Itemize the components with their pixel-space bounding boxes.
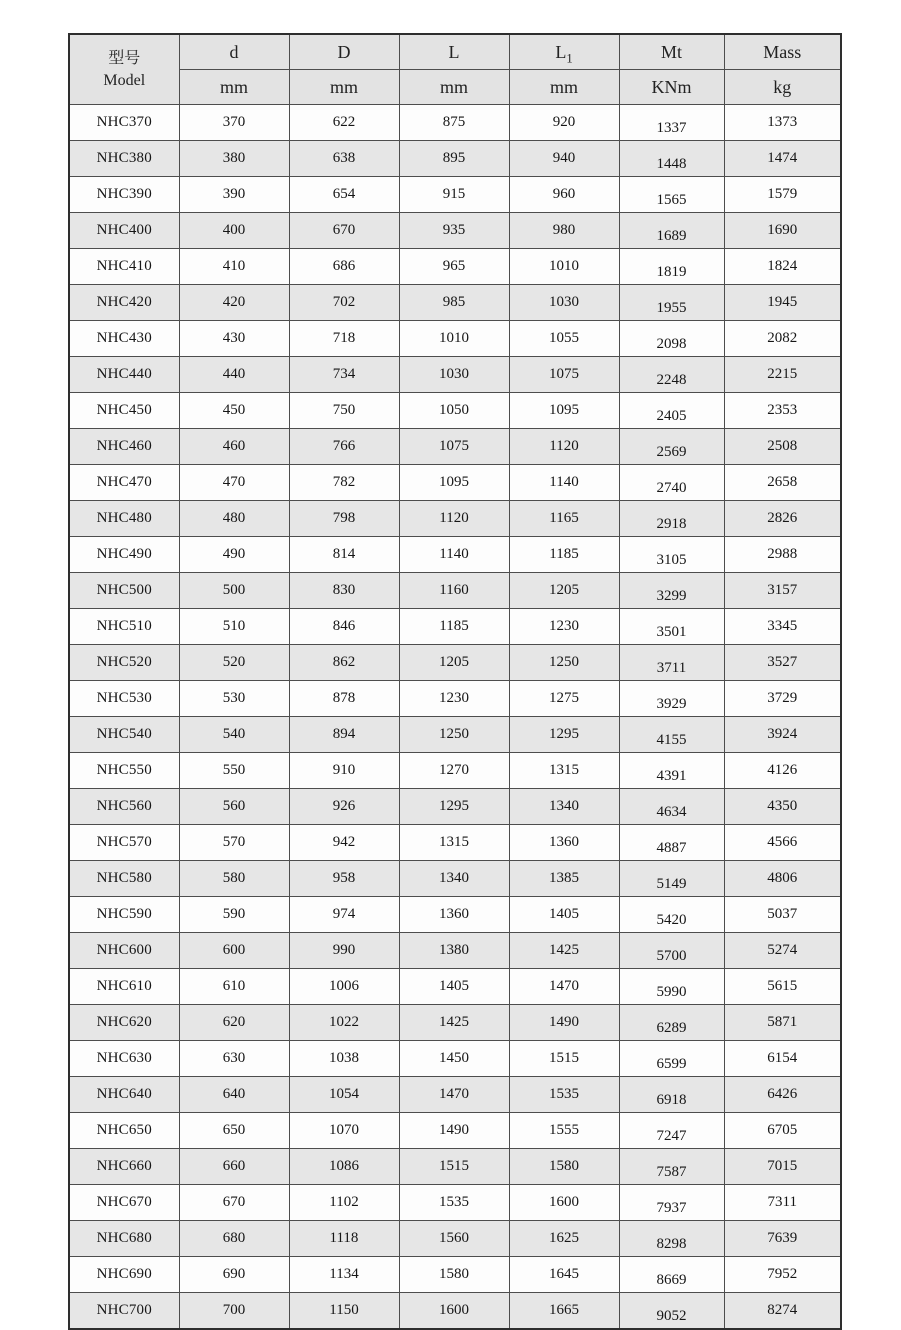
- column-header-L1: $L_1$: [509, 34, 619, 70]
- value-cell: 1405: [399, 969, 509, 1005]
- value-cell: 1230: [399, 681, 509, 717]
- value-cell: 935: [399, 213, 509, 249]
- value-cell: 7937: [619, 1185, 724, 1221]
- value-cell: 3299: [619, 573, 724, 609]
- value-cell: 1340: [509, 789, 619, 825]
- value-cell: 862: [289, 645, 399, 681]
- value-cell: 1150: [289, 1293, 399, 1330]
- value-cell: 3929: [619, 681, 724, 717]
- value-cell: 9052: [619, 1293, 724, 1330]
- value-cell: 370: [179, 105, 289, 141]
- value-cell: 878: [289, 681, 399, 717]
- value-cell: 4155: [619, 717, 724, 753]
- value-cell: 3105: [619, 537, 724, 573]
- model-cell: NHC620: [69, 1005, 179, 1041]
- value-cell: 1250: [399, 717, 509, 753]
- value-cell: 420: [179, 285, 289, 321]
- value-cell: 1955: [619, 285, 724, 321]
- value-cell: 1315: [399, 825, 509, 861]
- value-cell: 1050: [399, 393, 509, 429]
- value-cell: 5871: [724, 1005, 841, 1041]
- value-cell: 1250: [509, 645, 619, 681]
- column-header-Mt: Mt: [619, 34, 724, 70]
- model-cell: NHC580: [69, 861, 179, 897]
- value-cell: 814: [289, 537, 399, 573]
- value-cell: 1824: [724, 249, 841, 285]
- header-row-units: [69, 70, 841, 105]
- value-cell: 1275: [509, 681, 619, 717]
- table-row: [69, 249, 841, 285]
- model-cell: NHC470: [69, 465, 179, 501]
- value-cell: 846: [289, 609, 399, 645]
- value-cell: 1270: [399, 753, 509, 789]
- value-cell: 4391: [619, 753, 724, 789]
- value-cell: 2405: [619, 393, 724, 429]
- value-cell: 560: [179, 789, 289, 825]
- value-cell: 1450: [399, 1041, 509, 1077]
- value-cell: 540: [179, 717, 289, 753]
- value-cell: 3711: [619, 645, 724, 681]
- value-cell: 6599: [619, 1041, 724, 1077]
- value-cell: 700: [179, 1293, 289, 1330]
- value-cell: 4350: [724, 789, 841, 825]
- model-cell: NHC560: [69, 789, 179, 825]
- value-cell: 490: [179, 537, 289, 573]
- value-cell: 3924: [724, 717, 841, 753]
- value-cell: 7639: [724, 1221, 841, 1257]
- value-cell: 798: [289, 501, 399, 537]
- value-cell: 7952: [724, 1257, 841, 1293]
- value-cell: 610: [179, 969, 289, 1005]
- value-cell: 1295: [509, 717, 619, 753]
- spec-table: [68, 33, 842, 1330]
- value-cell: 2353: [724, 393, 841, 429]
- value-cell: 5990: [619, 969, 724, 1005]
- value-cell: 718: [289, 321, 399, 357]
- value-cell: 1470: [509, 969, 619, 1005]
- model-cell: NHC370: [69, 105, 179, 141]
- value-cell: 380: [179, 141, 289, 177]
- value-cell: 1030: [509, 285, 619, 321]
- model-cell: NHC440: [69, 357, 179, 393]
- value-cell: 6426: [724, 1077, 841, 1113]
- value-cell: 940: [509, 141, 619, 177]
- value-cell: 1340: [399, 861, 509, 897]
- model-cell: NHC450: [69, 393, 179, 429]
- value-cell: 5700: [619, 933, 724, 969]
- value-cell: 702: [289, 285, 399, 321]
- table-row: [69, 717, 841, 753]
- value-cell: 1373: [724, 105, 841, 141]
- value-cell: 1474: [724, 141, 841, 177]
- value-cell: 1010: [509, 249, 619, 285]
- value-cell: 470: [179, 465, 289, 501]
- value-cell: 654: [289, 177, 399, 213]
- value-cell: 1102: [289, 1185, 399, 1221]
- table-row: [69, 609, 841, 645]
- model-cell: NHC400: [69, 213, 179, 249]
- value-cell: 5615: [724, 969, 841, 1005]
- column-header-mass: Mass: [724, 34, 841, 70]
- value-cell: 1070: [289, 1113, 399, 1149]
- column-header-d: d: [179, 34, 289, 70]
- value-cell: 2988: [724, 537, 841, 573]
- value-cell: 1140: [509, 465, 619, 501]
- model-cell: NHC460: [69, 429, 179, 465]
- table-row: [69, 141, 841, 177]
- value-cell: 670: [179, 1185, 289, 1221]
- model-header-cn: 型号: [108, 49, 141, 67]
- value-cell: 1095: [399, 465, 509, 501]
- value-cell: 622: [289, 105, 399, 141]
- model-cell: NHC480: [69, 501, 179, 537]
- value-cell: 1580: [399, 1257, 509, 1293]
- table-row: [69, 537, 841, 573]
- table-row: [69, 429, 841, 465]
- model-cell: NHC690: [69, 1257, 179, 1293]
- table-row: [69, 501, 841, 537]
- value-cell: 1054: [289, 1077, 399, 1113]
- value-cell: 3527: [724, 645, 841, 681]
- value-cell: 990: [289, 933, 399, 969]
- value-cell: 3501: [619, 609, 724, 645]
- value-cell: 1205: [399, 645, 509, 681]
- value-cell: 1425: [399, 1005, 509, 1041]
- value-cell: 2826: [724, 501, 841, 537]
- value-cell: 1360: [399, 897, 509, 933]
- value-cell: 2569: [619, 429, 724, 465]
- value-cell: 1945: [724, 285, 841, 321]
- model-cell: NHC520: [69, 645, 179, 681]
- table-row: [69, 1005, 841, 1041]
- table-row: [69, 1077, 841, 1113]
- value-cell: 1006: [289, 969, 399, 1005]
- value-cell: 8298: [619, 1221, 724, 1257]
- table-row: [69, 681, 841, 717]
- value-cell: 1337: [619, 105, 724, 141]
- value-cell: 4566: [724, 825, 841, 861]
- value-cell: 500: [179, 573, 289, 609]
- value-cell: 1205: [509, 573, 619, 609]
- value-cell: 1038: [289, 1041, 399, 1077]
- model-cell: NHC410: [69, 249, 179, 285]
- model-cell: NHC490: [69, 537, 179, 573]
- value-cell: 390: [179, 177, 289, 213]
- value-cell: 650: [179, 1113, 289, 1149]
- value-cell: 1315: [509, 753, 619, 789]
- unit-L1: mm: [509, 70, 619, 105]
- model-cell: NHC660: [69, 1149, 179, 1185]
- value-cell: 7311: [724, 1185, 841, 1221]
- value-cell: 942: [289, 825, 399, 861]
- table-row: [69, 1041, 841, 1077]
- value-cell: 1030: [399, 357, 509, 393]
- value-cell: 1185: [399, 609, 509, 645]
- table-header: [69, 34, 841, 105]
- value-cell: 1140: [399, 537, 509, 573]
- value-cell: 690: [179, 1257, 289, 1293]
- value-cell: 686: [289, 249, 399, 285]
- model-cell: NHC430: [69, 321, 179, 357]
- value-cell: 1689: [619, 213, 724, 249]
- value-cell: 1515: [509, 1041, 619, 1077]
- value-cell: 750: [289, 393, 399, 429]
- value-cell: 960: [509, 177, 619, 213]
- value-cell: 894: [289, 717, 399, 753]
- value-cell: 7247: [619, 1113, 724, 1149]
- value-cell: 660: [179, 1149, 289, 1185]
- value-cell: 1555: [509, 1113, 619, 1149]
- value-cell: 2082: [724, 321, 841, 357]
- value-cell: 1490: [399, 1113, 509, 1149]
- value-cell: 974: [289, 897, 399, 933]
- unit-Mt: KNm: [619, 70, 724, 105]
- model-cell: NHC510: [69, 609, 179, 645]
- value-cell: 980: [509, 213, 619, 249]
- model-cell: NHC500: [69, 573, 179, 609]
- value-cell: 1185: [509, 537, 619, 573]
- value-cell: 2740: [619, 465, 724, 501]
- value-cell: 1819: [619, 249, 724, 285]
- value-cell: 7015: [724, 1149, 841, 1185]
- value-cell: 530: [179, 681, 289, 717]
- value-cell: 895: [399, 141, 509, 177]
- value-cell: 8669: [619, 1257, 724, 1293]
- value-cell: 630: [179, 1041, 289, 1077]
- table-row: [69, 393, 841, 429]
- value-cell: 1120: [509, 429, 619, 465]
- value-cell: 1470: [399, 1077, 509, 1113]
- value-cell: 1380: [399, 933, 509, 969]
- value-cell: 430: [179, 321, 289, 357]
- value-cell: 640: [179, 1077, 289, 1113]
- table-row: [69, 285, 841, 321]
- value-cell: 570: [179, 825, 289, 861]
- value-cell: 1645: [509, 1257, 619, 1293]
- value-cell: 910: [289, 753, 399, 789]
- table-row: [69, 861, 841, 897]
- column-header-D: D: [289, 34, 399, 70]
- value-cell: 5274: [724, 933, 841, 969]
- value-cell: 985: [399, 285, 509, 321]
- value-cell: 3157: [724, 573, 841, 609]
- value-cell: 830: [289, 573, 399, 609]
- model-cell: NHC380: [69, 141, 179, 177]
- value-cell: 1515: [399, 1149, 509, 1185]
- value-cell: 2215: [724, 357, 841, 393]
- value-cell: 5149: [619, 861, 724, 897]
- value-cell: 4126: [724, 753, 841, 789]
- model-cell: NHC680: [69, 1221, 179, 1257]
- model-cell: NHC540: [69, 717, 179, 753]
- table-row: [69, 1293, 841, 1330]
- value-cell: 1490: [509, 1005, 619, 1041]
- model-cell: NHC420: [69, 285, 179, 321]
- value-cell: 6289: [619, 1005, 724, 1041]
- value-cell: 550: [179, 753, 289, 789]
- value-cell: 4887: [619, 825, 724, 861]
- model-cell: NHC530: [69, 681, 179, 717]
- value-cell: 965: [399, 249, 509, 285]
- model-cell: NHC650: [69, 1113, 179, 1149]
- value-cell: 5420: [619, 897, 724, 933]
- value-cell: 410: [179, 249, 289, 285]
- model-cell: NHC390: [69, 177, 179, 213]
- table-row: [69, 933, 841, 969]
- value-cell: 1075: [509, 357, 619, 393]
- value-cell: 5037: [724, 897, 841, 933]
- value-cell: 1075: [399, 429, 509, 465]
- value-cell: 1010: [399, 321, 509, 357]
- value-cell: 480: [179, 501, 289, 537]
- value-cell: 734: [289, 357, 399, 393]
- model-header-en: Model: [103, 71, 146, 89]
- value-cell: 1086: [289, 1149, 399, 1185]
- value-cell: 1560: [399, 1221, 509, 1257]
- model-cell: NHC590: [69, 897, 179, 933]
- table-row: [69, 1149, 841, 1185]
- value-cell: 680: [179, 1221, 289, 1257]
- value-cell: 2508: [724, 429, 841, 465]
- value-cell: 1448: [619, 141, 724, 177]
- value-cell: 510: [179, 609, 289, 645]
- value-cell: 1160: [399, 573, 509, 609]
- value-cell: 6705: [724, 1113, 841, 1149]
- value-cell: 782: [289, 465, 399, 501]
- value-cell: 580: [179, 861, 289, 897]
- model-cell: NHC670: [69, 1185, 179, 1221]
- value-cell: 1690: [724, 213, 841, 249]
- unit-d: mm: [179, 70, 289, 105]
- table-row: [69, 321, 841, 357]
- value-cell: 4806: [724, 861, 841, 897]
- model-cell: NHC600: [69, 933, 179, 969]
- value-cell: 3345: [724, 609, 841, 645]
- value-cell: 1118: [289, 1221, 399, 1257]
- value-cell: 915: [399, 177, 509, 213]
- table-row: [69, 1221, 841, 1257]
- header-row-labels: [69, 34, 841, 70]
- table-row: [69, 753, 841, 789]
- unit-mass: kg: [724, 70, 841, 105]
- value-cell: 4634: [619, 789, 724, 825]
- unit-L: mm: [399, 70, 509, 105]
- value-cell: 1385: [509, 861, 619, 897]
- value-cell: 1120: [399, 501, 509, 537]
- value-cell: 8274: [724, 1293, 841, 1330]
- value-cell: 1165: [509, 501, 619, 537]
- value-cell: 2098: [619, 321, 724, 357]
- column-header-model: [69, 34, 179, 105]
- value-cell: 1580: [509, 1149, 619, 1185]
- value-cell: 1405: [509, 897, 619, 933]
- table-row: [69, 1257, 841, 1293]
- value-cell: 1134: [289, 1257, 399, 1293]
- value-cell: 1625: [509, 1221, 619, 1257]
- value-cell: 400: [179, 213, 289, 249]
- value-cell: 6918: [619, 1077, 724, 1113]
- model-cell: NHC630: [69, 1041, 179, 1077]
- table-row: [69, 969, 841, 1005]
- value-cell: 766: [289, 429, 399, 465]
- model-cell: NHC610: [69, 969, 179, 1005]
- value-cell: 670: [289, 213, 399, 249]
- value-cell: 1600: [399, 1293, 509, 1330]
- table-row: [69, 465, 841, 501]
- table-row: [69, 1185, 841, 1221]
- value-cell: 1665: [509, 1293, 619, 1330]
- table-row: [69, 105, 841, 141]
- value-cell: 920: [509, 105, 619, 141]
- value-cell: 1535: [399, 1185, 509, 1221]
- table-row: [69, 897, 841, 933]
- value-cell: 1579: [724, 177, 841, 213]
- table-row: [69, 357, 841, 393]
- value-cell: 2658: [724, 465, 841, 501]
- value-cell: 7587: [619, 1149, 724, 1185]
- table-row: [69, 213, 841, 249]
- value-cell: 590: [179, 897, 289, 933]
- model-cell: NHC550: [69, 753, 179, 789]
- table-body: [69, 105, 841, 1330]
- column-header-L: L: [399, 34, 509, 70]
- value-cell: 440: [179, 357, 289, 393]
- value-cell: 1230: [509, 609, 619, 645]
- value-cell: 460: [179, 429, 289, 465]
- unit-D: mm: [289, 70, 399, 105]
- table-row: [69, 573, 841, 609]
- value-cell: 450: [179, 393, 289, 429]
- table-row: [69, 1113, 841, 1149]
- table-row: [69, 177, 841, 213]
- value-cell: 1565: [619, 177, 724, 213]
- value-cell: 1425: [509, 933, 619, 969]
- value-cell: 1055: [509, 321, 619, 357]
- value-cell: 3729: [724, 681, 841, 717]
- value-cell: 926: [289, 789, 399, 825]
- value-cell: 1295: [399, 789, 509, 825]
- value-cell: 875: [399, 105, 509, 141]
- value-cell: 620: [179, 1005, 289, 1041]
- value-cell: 2918: [619, 501, 724, 537]
- value-cell: 1360: [509, 825, 619, 861]
- value-cell: 1022: [289, 1005, 399, 1041]
- value-cell: 1535: [509, 1077, 619, 1113]
- value-cell: 6154: [724, 1041, 841, 1077]
- value-cell: 1095: [509, 393, 619, 429]
- model-cell: NHC570: [69, 825, 179, 861]
- model-cell: NHC700: [69, 1293, 179, 1330]
- table-row: [69, 789, 841, 825]
- value-cell: 1600: [509, 1185, 619, 1221]
- model-cell: NHC640: [69, 1077, 179, 1113]
- value-cell: 520: [179, 645, 289, 681]
- value-cell: 2248: [619, 357, 724, 393]
- table-row: [69, 645, 841, 681]
- value-cell: 638: [289, 141, 399, 177]
- value-cell: 958: [289, 861, 399, 897]
- value-cell: 600: [179, 933, 289, 969]
- table-row: [69, 825, 841, 861]
